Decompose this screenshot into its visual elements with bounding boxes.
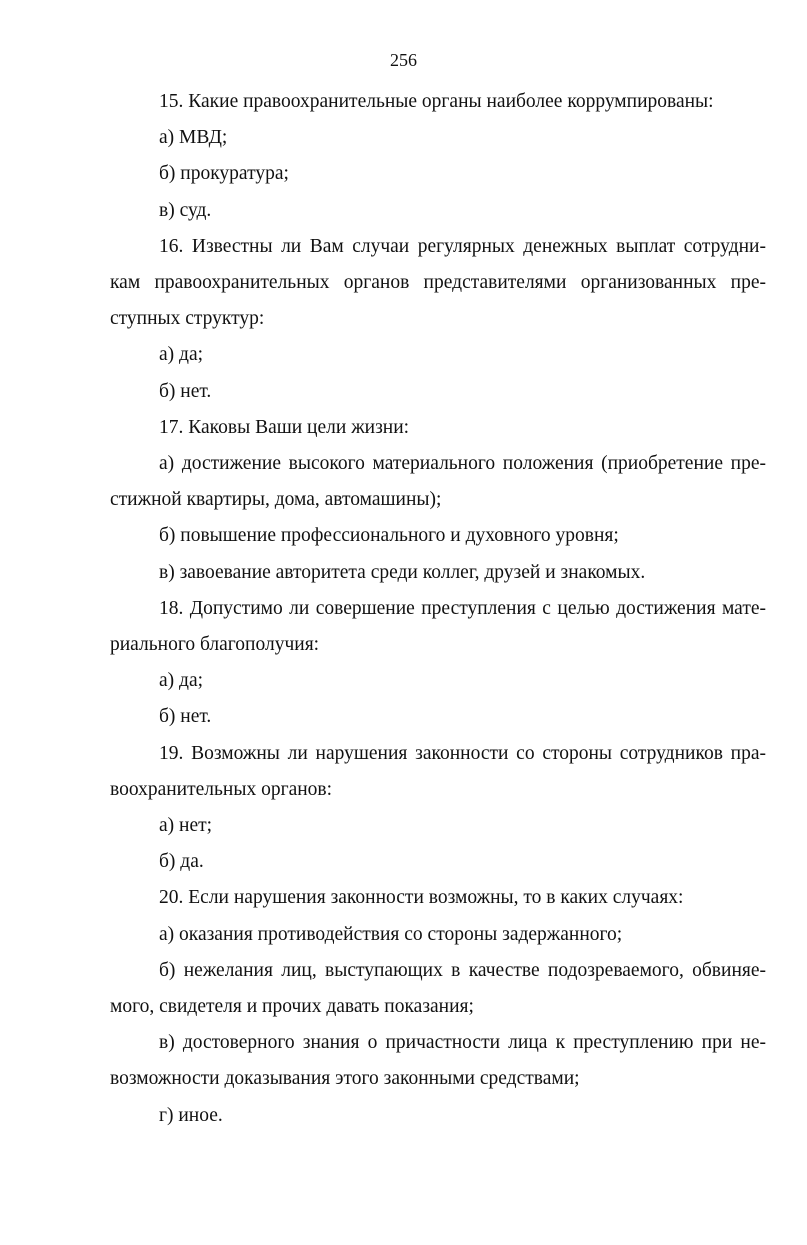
paragraph-line: кам правоохранительных органов представителями организованных пре- — [110, 272, 766, 294]
paragraph: а) нет; — [159, 815, 213, 837]
paragraph — [110, 953, 766, 1025]
paragraph-line: воохранительных органов: — [110, 778, 333, 800]
paragraph: 17. Каковы Ваши цели жизни: — [159, 416, 410, 438]
paragraph-line: а) достижение высокого материального положения (приобретение пре- — [159, 453, 766, 475]
paragraph: б) да. — [159, 851, 204, 873]
paragraph-line: ступных структур: — [110, 308, 265, 330]
paragraph-line: б) нежелания лиц, выступающих в качестве подозреваемого, обвиняе- — [159, 959, 766, 981]
paragraph: 20. Если нарушения законности возможны, то в каких случаях: — [159, 887, 684, 909]
paragraph: а) МВД; — [159, 127, 228, 149]
paragraph: 15. Какие правоохранительные органы наиболее коррумпированы: — [159, 91, 714, 112]
paragraph: а) да; — [159, 670, 204, 692]
document-body — [110, 84, 766, 1134]
paragraph — [110, 229, 766, 338]
paragraph-line: 19. Возможны ли нарушения законности со стороны сотрудников пра- — [159, 742, 766, 764]
paragraph-line: возможности доказывания этого законными средствами; — [110, 1068, 580, 1090]
paragraph-line: в) достоверного знания о причастности лица к преступлению при не- — [159, 1032, 766, 1054]
paragraph-line: риального благополучия: — [110, 634, 320, 656]
paragraph: в) суд. — [159, 199, 212, 221]
paragraph — [110, 591, 766, 663]
paragraph: б) прокуратура; — [159, 163, 289, 185]
paragraph: б) нет. — [159, 706, 212, 728]
paragraph: в) завоевание авторитета среди коллег, друзей и знакомых. — [159, 561, 646, 583]
paragraph: б) повышение профессионального и духовного уровня; — [159, 525, 619, 547]
paragraph: а) оказания противодействия со стороны задержанного; — [159, 923, 623, 945]
paragraph: г) иное. — [159, 1104, 223, 1126]
paragraph-line: 18. Допустимо ли совершение преступления с целью достижения мате- — [159, 597, 766, 619]
paragraph: б) нет. — [159, 380, 212, 402]
paragraph: а) да; — [159, 344, 204, 366]
paragraph — [110, 736, 766, 808]
paragraph-line: стижной квартиры, дома, автомашины); — [110, 489, 442, 511]
paragraph — [110, 446, 766, 518]
paragraph-line: мого, свидетеля и прочих давать показания; — [110, 996, 474, 1018]
paragraph-line: 16. Известны ли Вам случаи регулярных денежных выплат сотрудни- — [159, 235, 766, 257]
page-number: 256 — [390, 50, 417, 70]
paragraph — [110, 1025, 766, 1097]
